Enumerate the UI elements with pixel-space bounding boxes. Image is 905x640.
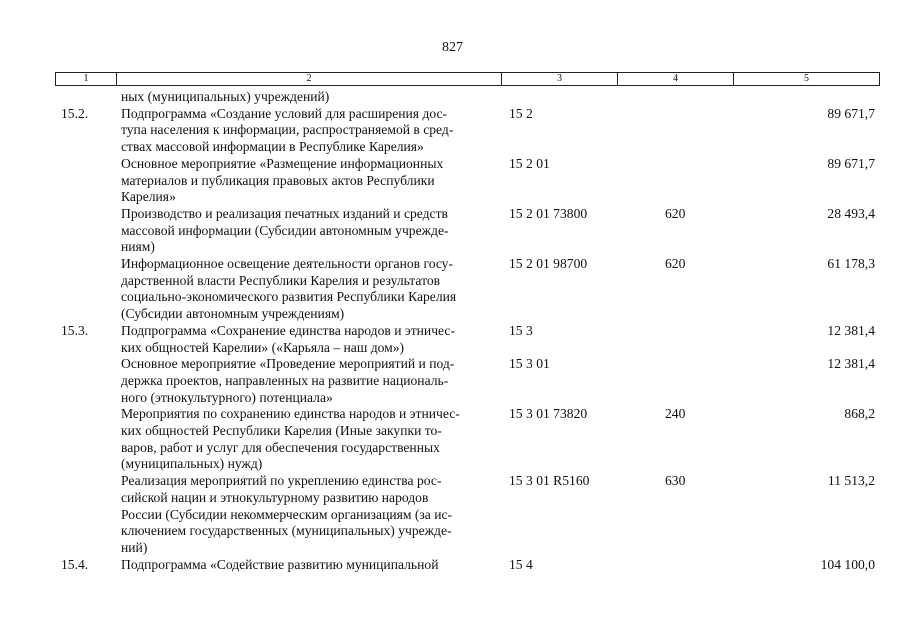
row-expense-type xyxy=(617,323,733,356)
table-body xyxy=(55,89,880,573)
table-row xyxy=(55,323,880,356)
row-code xyxy=(501,89,617,106)
row-number xyxy=(55,89,116,106)
row-expense-type xyxy=(617,557,733,574)
row-expense-type: 240 xyxy=(665,406,686,422)
row-code: 15 2 01 73800 xyxy=(509,205,588,221)
row-number xyxy=(55,256,116,323)
table-row xyxy=(55,406,880,473)
row-number xyxy=(55,206,116,256)
row-description: Основное мероприятие «Проведение мероприятий и под- держка проектов, направленных на развитие националь- ного (этнокультурного) потенциала» xyxy=(121,356,455,405)
row-code: 15 3 01 xyxy=(509,356,550,372)
row-description: Подпрограмма «Содействие развитию муниципальной xyxy=(121,556,439,572)
column-header-4: 4 xyxy=(618,73,734,85)
row-code: 15 2 01 98700 xyxy=(509,256,588,272)
row-description: Подпрограмма «Создание условий для расширения дос- тупа населения к информации, распространяемой в сред- ствах массовой информации в Республике Карелия» xyxy=(121,105,454,155)
row-expense-type xyxy=(617,356,733,406)
row-description: Основное мероприятие «Размещение информационных материалов и публикация правовых актов Республики Карелия» xyxy=(121,155,444,205)
row-code: 15 2 01 xyxy=(509,155,550,171)
row-description: Подпрограмма «Сохранение единства народов и этничес- ких общностей Карелии» («Карьяла – наш дом») xyxy=(121,322,455,355)
row-expense-type xyxy=(617,89,733,106)
row-number xyxy=(55,356,116,406)
table-row xyxy=(55,89,880,106)
table-row xyxy=(55,356,880,406)
column-header-1: 1 xyxy=(56,73,117,85)
row-code: 15 3 xyxy=(509,322,533,338)
table-header xyxy=(55,72,880,86)
row-amount: 12 381,4 xyxy=(827,322,875,338)
row-number xyxy=(55,473,116,557)
row-number xyxy=(55,406,116,473)
row-number: 15.2. xyxy=(61,105,89,121)
row-expense-type xyxy=(617,106,733,156)
column-header-5: 5 xyxy=(804,73,809,84)
row-code: 15 4 xyxy=(509,556,533,572)
table-row xyxy=(55,557,880,574)
row-number xyxy=(55,156,116,206)
row-amount xyxy=(733,89,880,106)
row-amount: 89 671,7 xyxy=(827,105,875,121)
row-description: Реализация мероприятий по укреплению единства рос- сийской нации и этнокультурному развитию народов России (Субсидии некоммерческим организациям (за ис- ключением государственных (муниципальных) учрежде- ний) xyxy=(121,473,453,555)
row-description: ных (муниципальных) учреждений) xyxy=(121,89,330,104)
row-expense-type: 620 xyxy=(665,256,686,272)
column-header-2: 2 xyxy=(117,73,502,85)
row-expense-type: 630 xyxy=(665,473,686,489)
row-code: 15 3 01 73820 xyxy=(509,406,588,422)
table-row xyxy=(55,256,880,323)
row-amount: 12 381,4 xyxy=(827,356,875,372)
column-header-3: 3 xyxy=(502,73,618,85)
row-expense-type: 620 xyxy=(665,205,686,221)
table-row xyxy=(55,106,880,156)
page-number: 827 xyxy=(442,40,463,55)
row-amount: 28 493,4 xyxy=(827,205,875,221)
row-description: Информационное освещение деятельности органов госу- дарственной власти Республики Карелия и результатов социально-экономического развития Республики Карелия (Субсидии автономным учреждениям) xyxy=(121,256,457,322)
row-expense-type xyxy=(617,156,733,206)
row-description: Производство и реализация печатных изданий и средств массовой информации (Субсидии автономным учрежде- ниям) xyxy=(121,205,449,255)
row-number: 15.3. xyxy=(61,322,89,338)
table-row xyxy=(55,206,880,256)
row-amount: 868,2 xyxy=(844,406,875,422)
row-code: 15 3 01 R5160 xyxy=(509,473,590,489)
table-row xyxy=(55,156,880,206)
row-code: 15 2 xyxy=(509,105,533,121)
row-amount: 89 671,7 xyxy=(827,155,875,171)
row-number: 15.4. xyxy=(61,556,89,572)
table-row xyxy=(55,473,880,557)
row-description: Мероприятия по сохранению единства народов и этничес- ких общностей Республики Карелия (Иные закупки то- варов, работ и услуг для обеспечения государственных (муниципальных) нужд) xyxy=(121,406,460,472)
row-amount: 11 513,2 xyxy=(827,473,875,489)
row-amount: 61 178,3 xyxy=(827,256,875,272)
row-amount: 104 100,0 xyxy=(820,556,875,572)
